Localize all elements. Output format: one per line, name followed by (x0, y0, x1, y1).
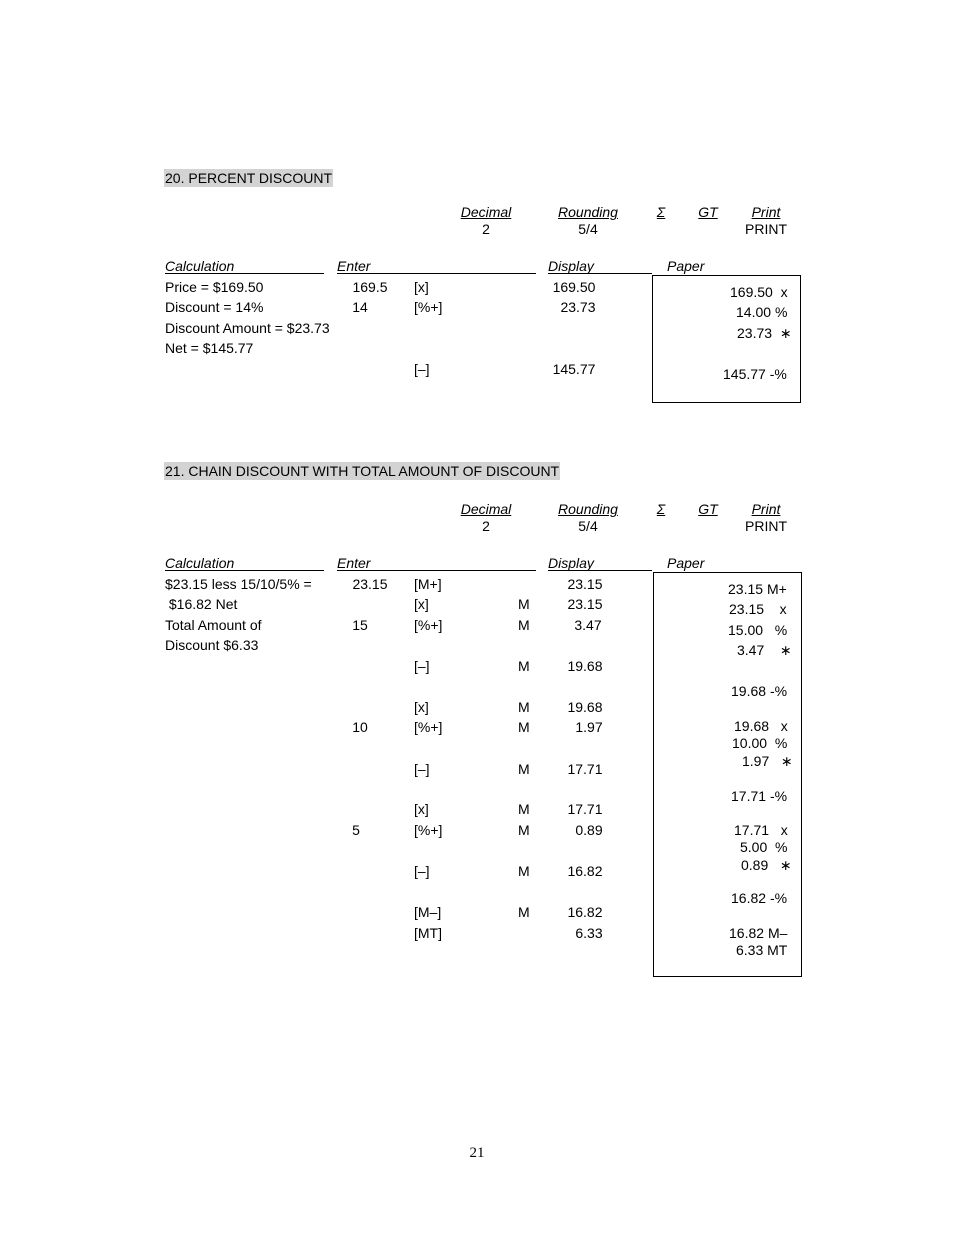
key-value: [MT] (414, 925, 442, 941)
calc-line: $23.15 less 15/10/5% = (165, 576, 312, 592)
key-value: [–] (414, 761, 430, 777)
calc-line: Total Amount of (165, 617, 262, 633)
rounding-label: Rounding (558, 204, 618, 220)
display-value: 3.47 (574, 617, 602, 633)
tape-line: 6.33 MT (736, 942, 788, 958)
tape-line: 5.00 % (740, 839, 788, 855)
header-rule (337, 570, 536, 571)
display-value: 23.73 (560, 299, 596, 315)
tape-line: 0.89 ∗ (741, 857, 792, 873)
enter-header: Enter (337, 555, 371, 571)
key-value: [%+] (414, 719, 443, 735)
display-value: 6.33 (575, 925, 603, 941)
key-value: [x] (414, 699, 429, 715)
key-value: [x] (414, 801, 429, 817)
header-rule (548, 570, 652, 571)
key-value: [M+] (414, 576, 442, 592)
calc-line: Discount $6.33 (165, 637, 259, 653)
display-header: Display (548, 555, 594, 571)
memory-indicator: M (518, 904, 530, 920)
key-value: [%+] (414, 822, 443, 838)
memory-indicator: M (518, 617, 530, 633)
tape-line: 23.15 M+ (728, 581, 787, 597)
header-rule (548, 273, 652, 274)
tape-line: 1.97 ∗ (742, 753, 793, 769)
tape-line: 10.00 % (732, 735, 788, 751)
display-value: 16.82 (567, 904, 603, 920)
key-value: [–] (414, 658, 430, 674)
header-rule (337, 273, 536, 274)
tape-line: 145.77 -% (723, 366, 787, 382)
key-value: [x] (414, 596, 429, 612)
tape-line: 23.73 ∗ (737, 325, 792, 341)
section-title: 20. PERCENT DISCOUNT (165, 170, 332, 186)
tape-line: 19.68 x (734, 718, 788, 734)
header-rule (165, 273, 324, 274)
gt-label: GT (698, 204, 718, 220)
print-label: Print (751, 501, 781, 517)
memory-indicator: M (518, 761, 530, 777)
tape-line: 3.47 ∗ (737, 642, 792, 658)
enter-value: 15 (352, 617, 368, 633)
enter-value: 169.5 (352, 279, 388, 295)
display-value: 145.77 (552, 361, 596, 377)
decimal-label: Decimal (460, 501, 512, 517)
display-value: 1.97 (575, 719, 603, 735)
print-value: PRINT (745, 518, 787, 534)
key-value: [%+] (414, 617, 443, 633)
display-value: 169.50 (552, 279, 596, 295)
sigma-label: Σ (656, 501, 666, 517)
display-value: 19.68 (567, 658, 603, 674)
calc-line: Net = $145.77 (165, 340, 254, 356)
calculation-header: Calculation (165, 555, 235, 571)
decimal-label: Decimal (460, 204, 512, 220)
rounding-label: Rounding (558, 501, 618, 517)
memory-indicator: M (518, 699, 530, 715)
enter-value: 5 (352, 822, 360, 838)
paper-header: Paper (667, 258, 705, 274)
display-value: 17.71 (567, 801, 603, 817)
header-rule (165, 570, 324, 571)
rounding-value: 5/4 (578, 518, 598, 534)
calc-line: Price = $169.50 (165, 279, 264, 295)
tape-line: 17.71 x (734, 822, 788, 838)
enter-value: 23.15 (352, 576, 388, 592)
memory-indicator: M (518, 863, 530, 879)
display-value: 19.68 (567, 699, 603, 715)
page-number: 21 (469, 1145, 485, 1161)
key-value: [–] (414, 863, 430, 879)
tape-line: 14.00 % (736, 304, 788, 320)
tape-line: 16.82 -% (731, 890, 788, 906)
display-value: 17.71 (567, 761, 603, 777)
display-value: 23.15 (567, 576, 603, 592)
rounding-value: 5/4 (578, 221, 598, 237)
tape-line: 17.71 -% (731, 788, 788, 804)
tape-line: 23.15 x (729, 601, 787, 617)
tape-line: 19.68 -% (731, 683, 788, 699)
decimal-value: 2 (482, 221, 490, 237)
memory-indicator: M (518, 596, 530, 612)
print-label: Print (751, 204, 781, 220)
memory-indicator: M (518, 822, 530, 838)
tape-line: 169.50 x (730, 284, 788, 300)
tape-line: 16.82 M– (729, 925, 788, 941)
display-value: 0.89 (575, 822, 603, 838)
memory-indicator: M (518, 801, 530, 817)
calc-line: Discount = 14% (165, 299, 264, 315)
section-title: 21. CHAIN DISCOUNT WITH TOTAL AMOUNT OF DISCOUNT (165, 463, 560, 479)
calc-line: $16.82 Net (165, 596, 238, 612)
enter-header: Enter (337, 258, 371, 274)
sigma-label: Σ (656, 204, 666, 220)
calc-line: Discount Amount = $23.73 (165, 320, 330, 336)
display-header: Display (548, 258, 594, 274)
enter-value: 10 (352, 719, 368, 735)
key-value: [M–] (414, 904, 442, 920)
paper-header: Paper (667, 555, 705, 571)
display-value: 23.15 (567, 596, 603, 612)
key-value: [–] (414, 361, 430, 377)
calculation-header: Calculation (165, 258, 235, 274)
gt-label: GT (698, 501, 718, 517)
tape-line: 15.00 % (728, 622, 788, 638)
key-value: [%+] (414, 299, 443, 315)
memory-indicator: M (518, 658, 530, 674)
memory-indicator: M (518, 719, 530, 735)
enter-value: 14 (352, 299, 368, 315)
key-value: [x] (414, 279, 429, 295)
print-value: PRINT (745, 221, 787, 237)
display-value: 16.82 (567, 863, 603, 879)
decimal-value: 2 (482, 518, 490, 534)
